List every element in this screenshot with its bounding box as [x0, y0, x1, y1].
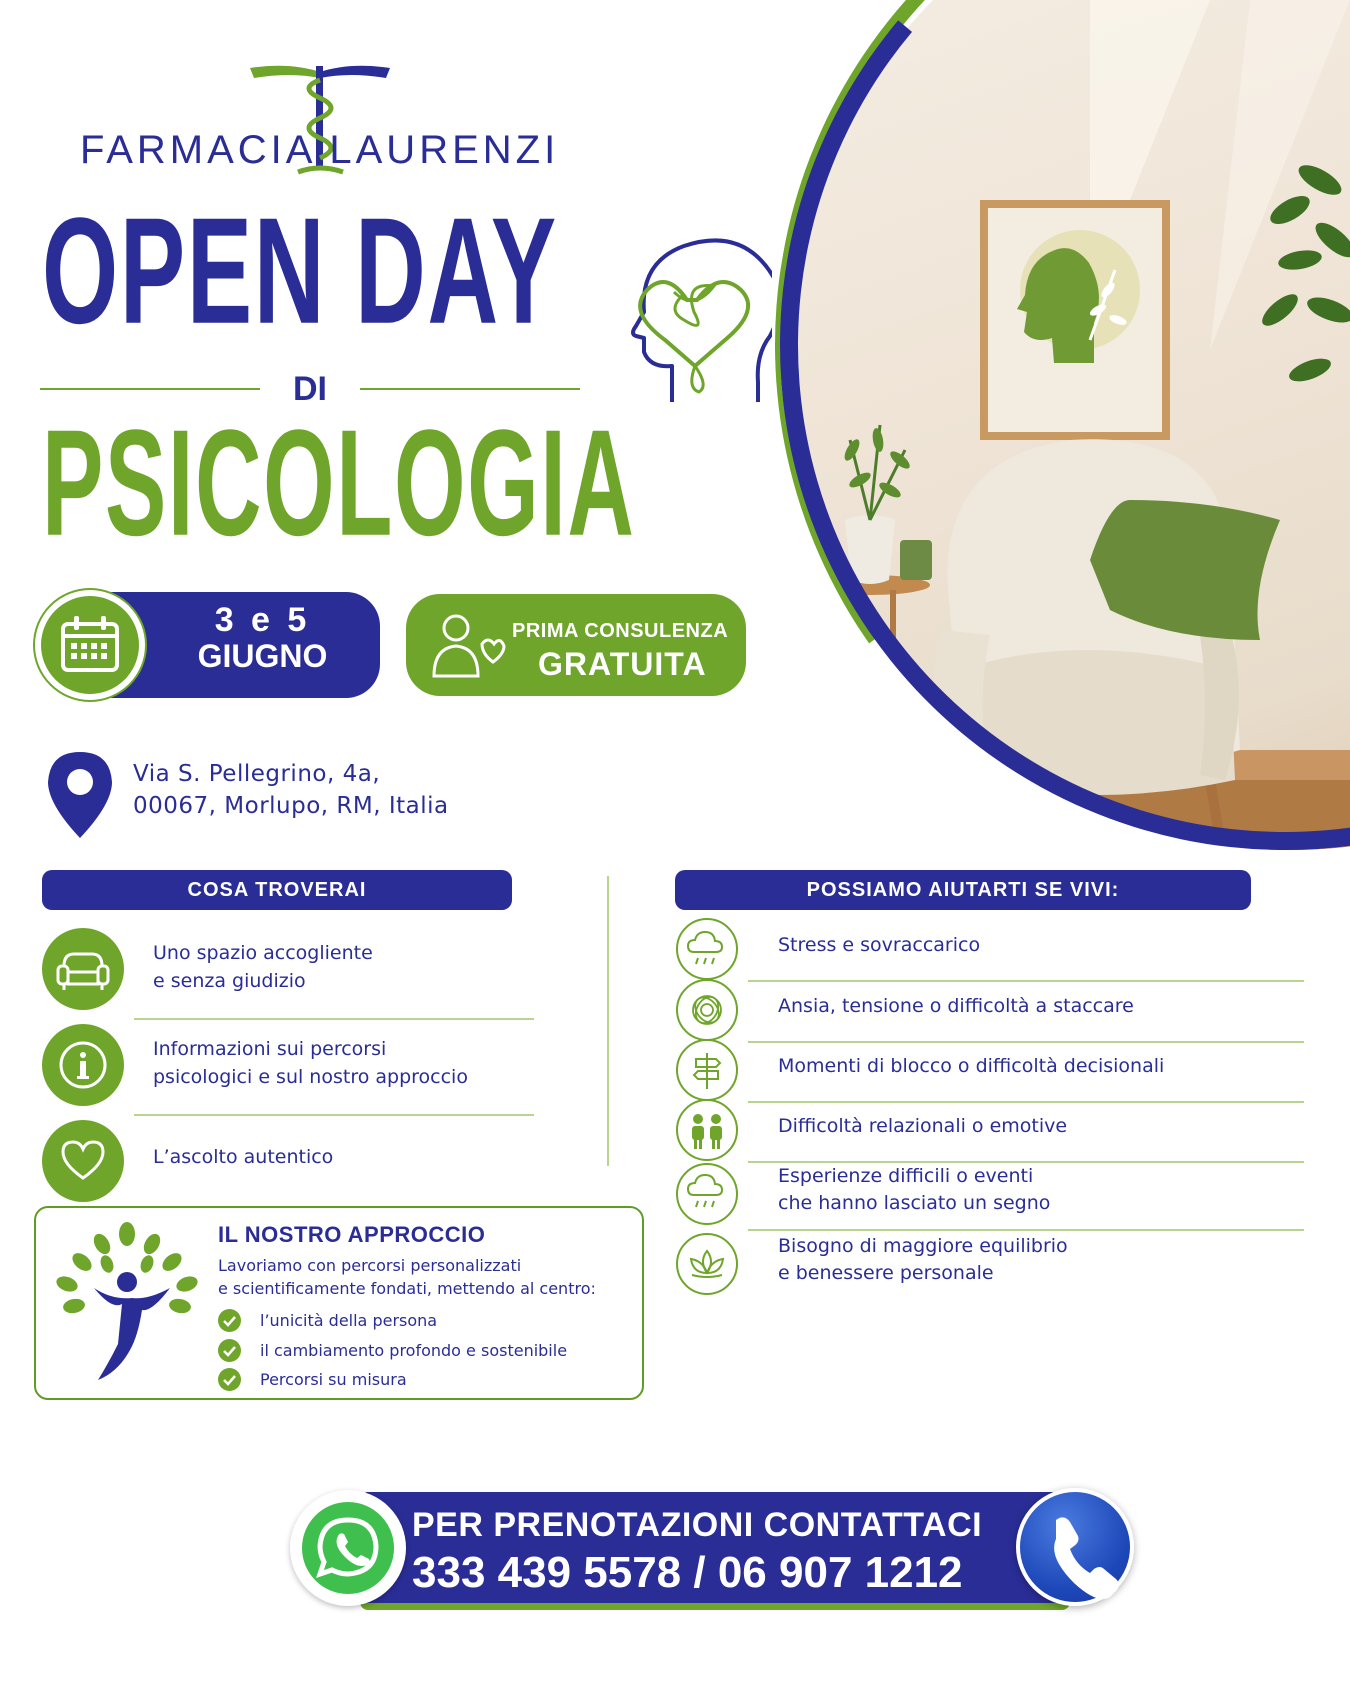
approach-point-text: Percorsi su misura: [260, 1370, 407, 1389]
title-connector: DI: [293, 370, 327, 408]
heart-icon: [42, 1120, 124, 1202]
address-block: [45, 750, 525, 840]
divider-right: [360, 388, 580, 390]
cosa-item-line: e senza giudizio: [153, 969, 306, 992]
possiamo-item: [676, 1165, 1304, 1229]
tree-person-icon: [52, 1220, 202, 1390]
lotus-icon: [676, 1233, 738, 1295]
check-icon: [218, 1368, 241, 1391]
address-line-street: Via S. Pellegrino, 4a,: [133, 761, 381, 787]
cosa-item-text: [153, 940, 373, 995]
title-psicologia: PSICOLOGIA: [42, 399, 636, 568]
rain-cloud-icon: [676, 918, 738, 980]
approach-point-text: il cambiamento profondo e sostenibile: [260, 1341, 568, 1360]
phone-icon[interactable]: [1016, 1488, 1134, 1606]
consultation-free-label: GRATUITA: [538, 646, 707, 682]
column-divider: [607, 876, 609, 1166]
signpost-icon: [676, 1039, 738, 1101]
address-text: [133, 758, 449, 822]
possiamo-item-line: Ansia, tensione o difficoltà a staccare: [778, 995, 1134, 1017]
possiamo-item-line: Esperienze difficili o eventi: [778, 1165, 1034, 1187]
event-dates: [155, 602, 370, 675]
head-heart-icon: [612, 222, 772, 412]
approach-desc-line: e scientificamente fondati, mettendo al centro:: [218, 1279, 596, 1299]
tangle-icon: [676, 979, 738, 1041]
possiamo-item-line: Momenti di blocco o difficoltà decisionali: [778, 1055, 1165, 1077]
cosa-item-text: [153, 1144, 333, 1172]
calendar-badge: [35, 590, 145, 700]
info-icon: [42, 1024, 124, 1106]
possiamo-item-text: [778, 1233, 1068, 1286]
possiamo-item: [676, 1041, 1304, 1101]
contact-phone-numbers[interactable]: 333 439 5578 / 06 907 1212: [412, 1548, 963, 1597]
check-icon: [218, 1339, 241, 1362]
cosa-item-line: Informazioni sui percorsi: [153, 1038, 387, 1060]
possiamo-item: [676, 1101, 1304, 1161]
cosa-item: [42, 1116, 534, 1206]
possiamo-item-line: Difficoltà relazionali o emotive: [778, 1115, 1068, 1137]
logo-text: FARMACIA LAURENZI: [80, 128, 560, 172]
possiamo-item-text: [778, 1053, 1164, 1080]
approach-title: IL NOSTRO APPROCCIO: [218, 1222, 486, 1247]
possiamo-item: [676, 981, 1304, 1041]
contact-heading: PER PRENOTAZIONI CONTATTACI: [412, 1506, 983, 1544]
cosa-item-line: psicologici e sul nostro approccio: [153, 1065, 468, 1088]
date-badge: [35, 592, 380, 698]
possiamo-item-line: Bisogno di maggiore equilibrio: [778, 1235, 1068, 1257]
cosa-item-line: L’ascolto autentico: [153, 1146, 334, 1168]
possiamo-item-line: e benessere personale: [778, 1261, 994, 1284]
people-icon: [676, 1099, 738, 1161]
possiamo-item-line: che hanno lasciato un segno: [778, 1191, 1051, 1214]
cosa-item: [42, 924, 534, 1014]
calendar-icon: [41, 596, 139, 694]
possiamo-item-text: [778, 1113, 1067, 1140]
possiamo-item-line: Stress e sovraccarico: [778, 934, 981, 956]
cosa-item-text: [153, 1036, 468, 1091]
approach-desc-line: Lavoriamo con percorsi personalizzati: [218, 1256, 522, 1275]
check-icon: [218, 1309, 241, 1332]
storm-cloud-icon: [676, 1163, 738, 1225]
cosa-troverai-heading: COSA TROVERAI: [42, 870, 512, 910]
approach-description: [218, 1254, 628, 1300]
approach-point-text: l’unicità della persona: [260, 1311, 438, 1330]
possiamo-item: [676, 920, 1304, 980]
brand-logo: [80, 60, 560, 180]
event-month: GIUGNO: [197, 638, 328, 675]
whatsapp-icon[interactable]: [290, 1490, 406, 1606]
approach-box: [34, 1206, 644, 1400]
consultation-label: PRIMA CONSULENZA: [512, 620, 729, 642]
cosa-item: [42, 1020, 534, 1110]
contact-banner: [290, 1492, 1130, 1610]
possiamo-item-text: [778, 1163, 1050, 1216]
address-line-city: 00067, Morlupo, RM, Italia: [133, 793, 449, 820]
armchair-icon: [42, 928, 124, 1010]
possiamo-item: [676, 1235, 1304, 1299]
cosa-item-line: Uno spazio accogliente: [153, 942, 373, 964]
possiamo-item-text: [778, 993, 1134, 1020]
title-open-day: OPEN DAY: [42, 187, 558, 356]
hero-photo: [770, 0, 1350, 850]
possiamo-item-text: [778, 932, 980, 959]
location-pin-icon: [45, 750, 115, 840]
possiamo-aiutarti-heading: POSSIAMO AIUTARTI SE VIVI:: [675, 870, 1251, 910]
row-divider: [748, 1229, 1304, 1231]
free-consultation-badge: [406, 594, 746, 696]
event-days: 3 e 5: [214, 601, 311, 639]
doctor-heart-icon: [426, 606, 506, 686]
